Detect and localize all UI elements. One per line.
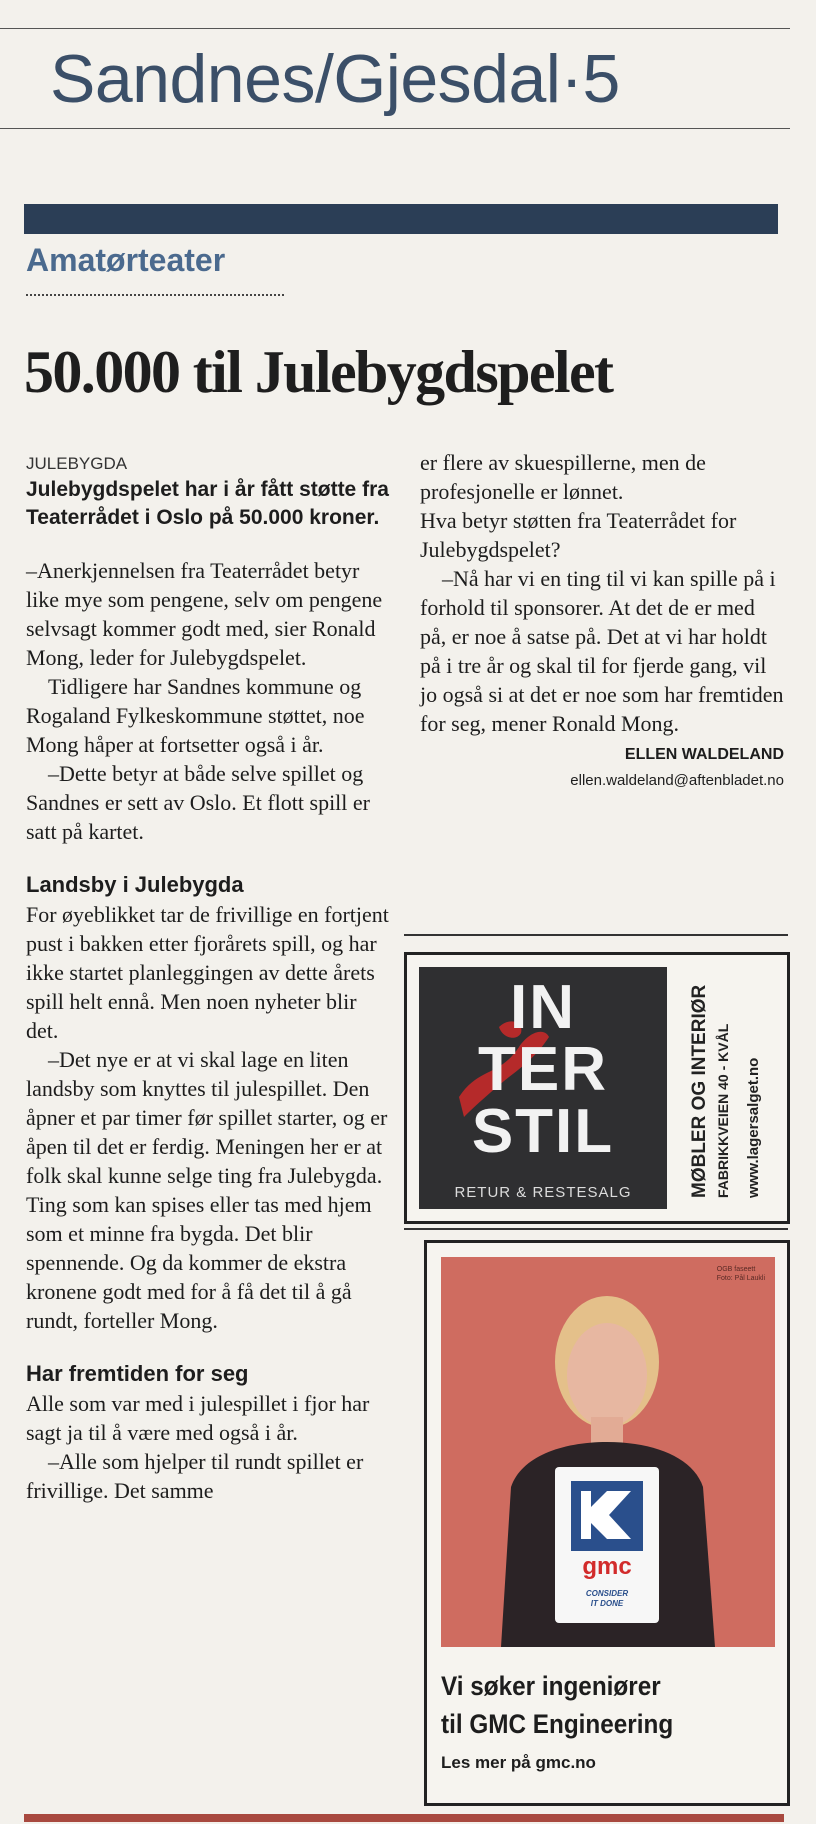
article-paragraph: Alle som var med i julespillet i fjor har sagt ja til å være med også i år. xyxy=(26,1391,370,1445)
photo-credit-line: Foto: Pål Laukli xyxy=(716,1275,765,1282)
slogan-line: CONSIDER xyxy=(585,1589,629,1598)
ad-interstil-panel xyxy=(419,967,667,1209)
article-paragraph: –Anerkjennelsen fra Teaterrådet betyr like mye som pengene, selv om pengene selvsagt kommer godt med, sier Ronald Mong, leder for Julebygdspelet. xyxy=(26,558,383,670)
gmc-badge-name: gmc xyxy=(582,1553,632,1580)
ad-gmc-headline xyxy=(441,1667,738,1743)
gmc-badge xyxy=(555,1467,659,1623)
photo-credit-line: OGB faseett xyxy=(716,1266,756,1273)
article-paragraph: er flere av skuespillerne, men de profesjonelle er lønnet. xyxy=(420,450,706,504)
ad-interstil-tagline: RETUR & RESTESALG xyxy=(454,1184,632,1201)
header-bottom-rule xyxy=(0,128,790,129)
ad-gmc-headline-line: Vi søker ingeniører xyxy=(441,1671,661,1701)
ad-interstil-logo xyxy=(419,973,667,1166)
article-paragraph: Tidligere har Sandnes kommune og Rogaland Fylkeskommune støttet, noe Mong håper at fortsetter også i år. xyxy=(26,674,365,757)
header-top-rule xyxy=(0,28,790,29)
article-byline: ELLEN WALDELAND xyxy=(624,746,784,763)
ad-gmc-photo-credit xyxy=(717,1265,765,1283)
logo-line: STIL xyxy=(471,1097,615,1166)
article-paragraph: –Dette betyr at både selve spillet og Sandnes er sett av Oslo. Et flott spill er satt på kartet. xyxy=(26,761,370,844)
author-email-link[interactable]: ellen.waldeland@aftenbladet.no xyxy=(570,772,784,789)
section-band xyxy=(24,204,778,234)
ad-interstil-address: FABRIKKVEIEN 40 - KVÅL xyxy=(715,1023,731,1198)
article-column-left xyxy=(26,452,392,1505)
article-headline: 50.000 til Julebygdspelet xyxy=(24,339,613,405)
section-kicker: Amatørteater xyxy=(26,242,226,278)
logo-line: IN xyxy=(510,973,576,1042)
gmc-badge-slogan xyxy=(555,1589,659,1609)
kicker-dotted-rule xyxy=(26,294,284,296)
article-question: Hva betyr støtten fra Teaterrådet for Julebygdspelet? xyxy=(420,508,737,562)
gmc-logo-icon xyxy=(571,1481,643,1551)
logo-line: TER xyxy=(478,1035,608,1104)
column-divider xyxy=(404,934,788,936)
ad-interstil[interactable] xyxy=(404,952,790,1224)
article-paragraph: –Nå har vi en ting til vi kan spille på i forhold til sponsorer. At det de er med på, er noe å satse på. Det at vi har holdt på i tre år og skal til for fjerde gang, vil jo også si at det er noe som har fremtiden for seg, mener Ronald Mong. xyxy=(420,566,784,736)
article-subhead: Har fremtiden for seg xyxy=(26,1361,249,1386)
ad-separator xyxy=(404,1228,788,1230)
page-bottom-band xyxy=(24,1814,784,1822)
ad-gmc-photo xyxy=(441,1257,775,1647)
ad-interstil-url[interactable]: www.lagersalget.no xyxy=(745,1057,762,1198)
article-paragraph: –Alle som hjelper til rundt spillet er frivillige. Det samme xyxy=(26,1449,364,1503)
ad-interstil-category: MØBLER OG INTERIØR xyxy=(689,984,710,1198)
ad-gmc[interactable] xyxy=(424,1240,790,1806)
article-subhead: Landsby i Julebygda xyxy=(26,872,244,897)
slogan-line: IT DONE xyxy=(590,1599,624,1608)
article-column-right xyxy=(420,448,784,794)
page-section-title: Sandnes/Gjesdal·5 xyxy=(50,41,620,117)
ad-gmc-headline-line: til GMC Engineering xyxy=(441,1709,674,1739)
article-lead: Julebygdspelet har i år fått støtte fra Teaterrådet i Oslo på 50.000 kroner. xyxy=(26,478,389,529)
article-paragraph: For øyeblikket tar de frivillige en fortjent pust i bakken etter fjorårets spill, og har ikke startet planleggingen av dette årets spill helt ennå. Men noen nyheter blir det. xyxy=(26,902,389,1043)
ad-gmc-link[interactable]: Les mer på gmc.no xyxy=(441,1753,596,1772)
article-dateline: JULEBYGDA xyxy=(26,454,128,473)
article-paragraph: –Det nye er at vi skal lage en liten landsby som knyttes til julespillet. Den åpner et par timer før spillet starter, og er åpen til det er ferdig. Meningen her er at folk skal kunne selge ting fra Julebygda. Ting som kan spises eller tas med hjem som et minne fra bygda. Det blir spennende. Og da kommer de ekstra kronene godt med for å få det til å gå rundt, forteller Mong. xyxy=(26,1047,388,1333)
ad-interstil-vertical-text xyxy=(675,965,779,1211)
